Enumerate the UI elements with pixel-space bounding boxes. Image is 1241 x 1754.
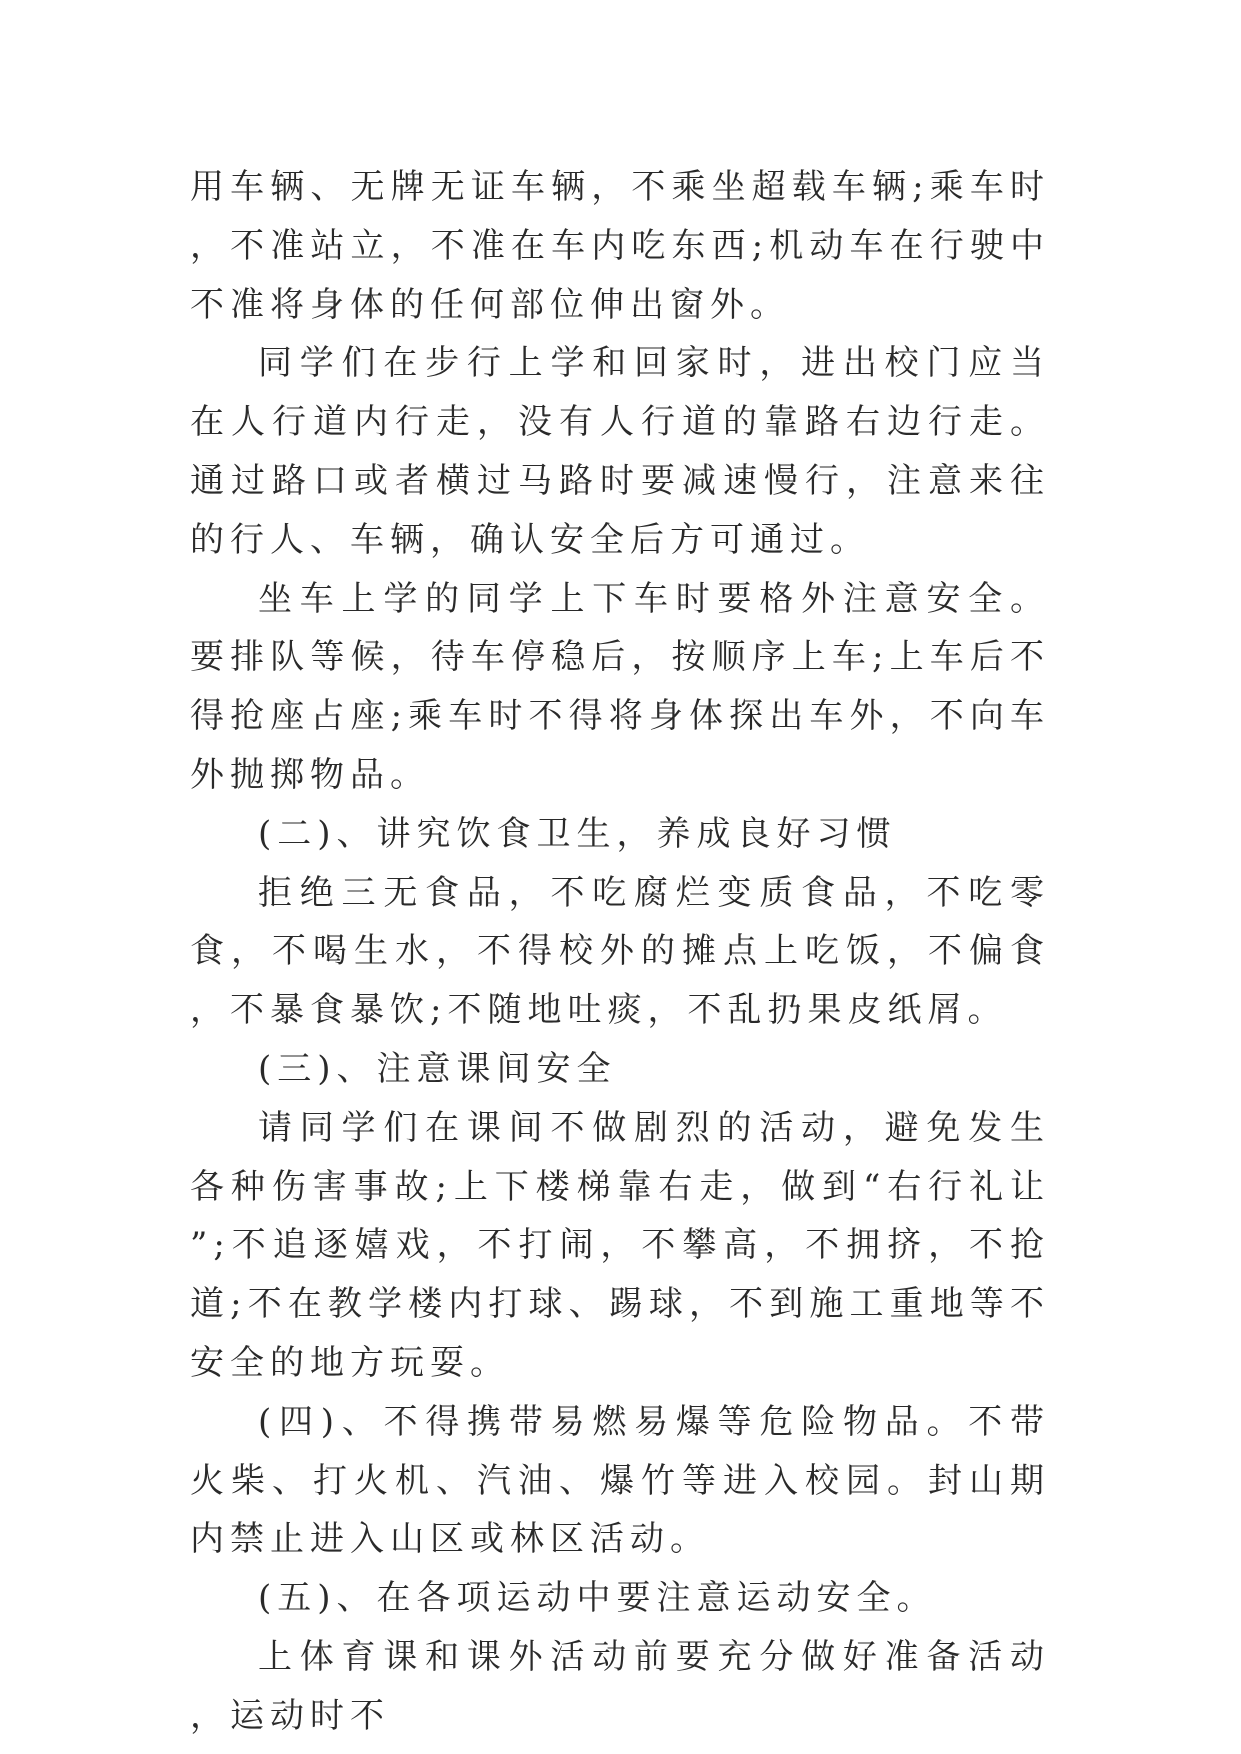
section-heading-2: (二)、讲究饮食卫生，养成良好习惯 (258, 813, 897, 854)
paragraph-5: 请同学们在课间不做剧烈的活动，避免发生各种伤害事故;上下楼梯靠右走，做到“右行礼让”;不追逐嬉戏，不打闹，不攀高，不拥挤，不抢道;不在教学楼内打球、踢球，不到施工重地等不安全的地方玩耍。 (190, 1107, 1050, 1383)
paragraph-2: 同学们在步行上学和回家时，进出校门应当在人行道内行走，没有人行道的靠路右边行走。通过路口或者横过马路时要减速慢行，注意来往的行人、车辆，确认安全后方可通过。 (190, 343, 1050, 560)
paragraph-6: 上体育课和课外活动前要充分做好准备活动，运动时不 (190, 1636, 1050, 1736)
document-body (190, 158, 1050, 1746)
paragraph-1: 用车辆、无牌无证车辆，不乘坐超载车辆;乘车时，不准站立，不准在车内吃东西;机动车在行驶中不准将身体的任何部位伸出窗外。 (190, 167, 1050, 325)
section-heading-3: (三)、注意课间安全 (258, 1048, 617, 1089)
paragraph-4: 拒绝三无食品，不吃腐烂变质食品，不吃零食，不喝生水，不得校外的摊点上吃饭，不偏食，不暴食暴饮;不随地吐痰，不乱扔果皮纸屑。 (190, 872, 1050, 1031)
section-heading-4: (四)、不得携带易燃易爆等危险物品。不带火柴、打火机、汽油、爆竹等进入校园。封山期内禁止进入山区或林区活动。 (190, 1401, 1050, 1560)
paragraph-3: 坐车上学的同学上下车时要格外注意安全。要排队等候，待车停稳后，按顺序上车;上车后不得抢座占座;乘车时不得将身体探出车外，不向车外抛掷物品。 (190, 578, 1050, 795)
section-heading-5: (五)、在各项运动中要注意运动安全。 (258, 1578, 937, 1619)
